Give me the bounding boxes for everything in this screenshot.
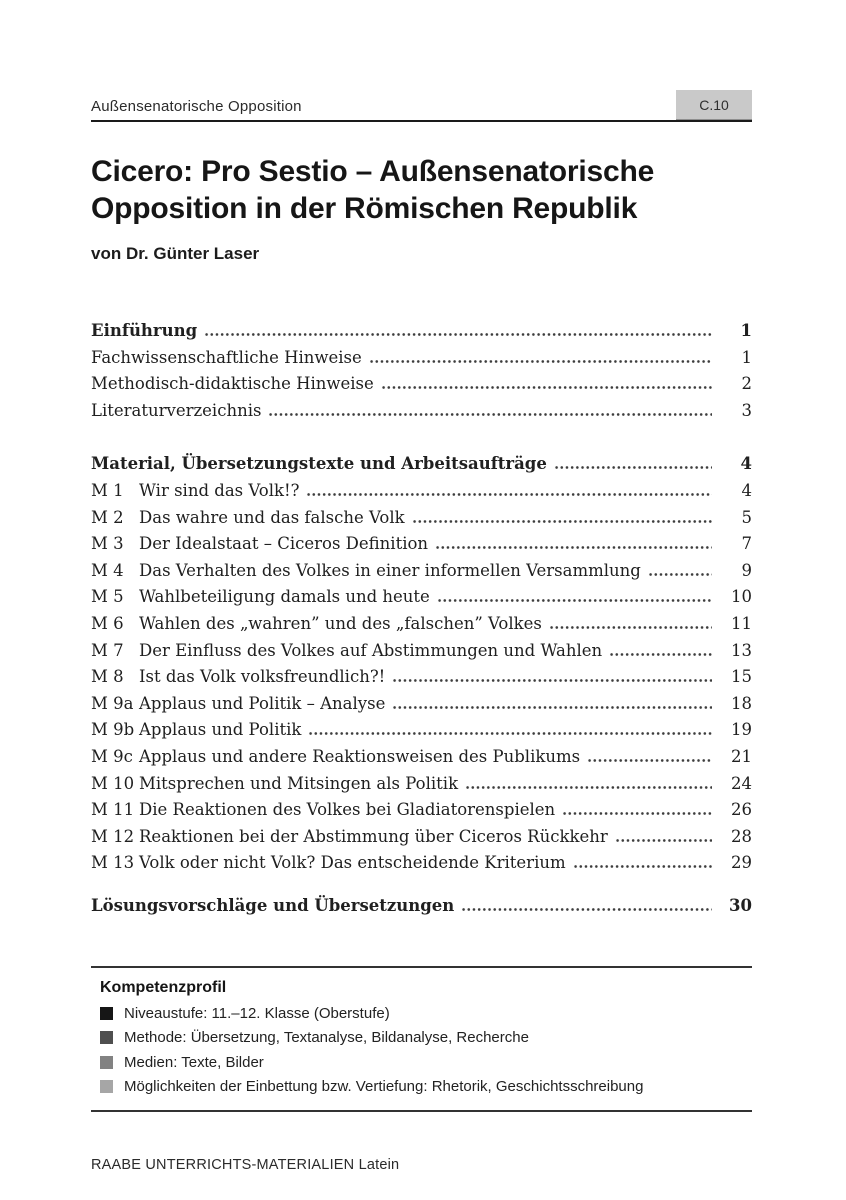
footer-imprint: RAABE UNTERRICHTS-MATERIALIEN Latein — [91, 1157, 400, 1174]
toc-item-title: Fachwissenschaftliche Hinweise — [91, 347, 362, 367]
dot-leader — [461, 908, 712, 911]
toc-page-number: 24 — [731, 773, 752, 793]
toc-item-title: Wahlbeteiligung damals und heute — [139, 587, 430, 607]
square-bullet-icon — [100, 1007, 113, 1020]
toc-page-number: 2 — [741, 374, 752, 394]
toc-page-number: 19 — [731, 720, 752, 740]
toc-page-number: 18 — [731, 693, 752, 713]
toc-item-title: Literaturverzeichnis — [91, 400, 262, 420]
toc-page-number: 5 — [741, 507, 752, 527]
dot-leader — [609, 653, 712, 656]
competence-item-text: Möglichkeiten der Einbettung bzw. Vertiefung: Rhetorik, Geschichtsschreibung — [124, 1078, 644, 1096]
toc-item-number: M 9a — [91, 693, 134, 713]
toc-item-number: M 10 — [91, 773, 135, 793]
square-bullet-icon — [100, 1080, 113, 1093]
toc-row — [91, 587, 752, 614]
page-header — [91, 0, 752, 122]
competence-item-text: Methode: Übersetzung, Textanalyse, Bildanalyse, Recherche — [124, 1029, 529, 1047]
toc-page-number: 11 — [731, 613, 752, 633]
header-running-title: Außensenatorische Opposition — [91, 98, 302, 115]
toc-row — [91, 561, 752, 588]
competence-item — [100, 1078, 746, 1095]
dot-leader — [573, 865, 712, 868]
toc-row — [91, 667, 752, 694]
toc-page-number: 29 — [731, 853, 752, 873]
toc-page-number: 9 — [741, 560, 752, 580]
toc-row — [91, 774, 752, 801]
toc-row — [91, 800, 752, 827]
toc-row — [91, 374, 752, 401]
competence-profile-box — [91, 966, 752, 1112]
toc-item-number: M 4 — [91, 560, 124, 580]
dot-leader — [369, 360, 712, 363]
toc-page-number: 15 — [731, 667, 752, 687]
toc-item-title: Applaus und Politik — [139, 720, 302, 740]
toc-item-title: Methodisch-didaktische Hinweise — [91, 374, 374, 394]
dot-leader — [306, 493, 712, 496]
toc-item-number: M 13 — [91, 853, 135, 873]
toc-item-title: Material, Übersetzungstexte und Arbeitsaufträge — [91, 454, 547, 474]
square-bullet-icon — [100, 1031, 113, 1044]
competence-item — [100, 1029, 746, 1046]
toc-item-number: M 1 — [91, 480, 124, 500]
toc-item-title: Einführung — [91, 321, 198, 340]
dot-leader — [392, 706, 712, 709]
dot-leader — [412, 520, 712, 523]
toc-page-number: 28 — [731, 826, 752, 846]
toc-page-number: 10 — [731, 587, 752, 607]
author-line: von Dr. Günter Laser — [91, 244, 260, 263]
dot-leader — [268, 413, 712, 416]
toc-item-title: Mitsprechen und Mitsingen als Politik — [139, 773, 459, 793]
toc-item-title: Applaus und Politik – Analyse — [139, 693, 386, 713]
competence-item-text: Medien: Texte, Bilder — [124, 1053, 264, 1071]
toc-row — [91, 720, 752, 747]
dot-leader — [465, 786, 712, 789]
toc-item-number: M 12 — [91, 826, 135, 846]
toc-item-title: Der Idealstaat – Ciceros Definition — [139, 534, 429, 554]
toc-page-number: 13 — [731, 640, 752, 660]
toc-item-title: Applaus und andere Reaktionsweisen des Publikums — [139, 746, 581, 766]
competence-profile-title: Kompetenzprofil — [100, 979, 227, 997]
page-title-line2: Opposition in der Römischen Republik — [91, 192, 638, 225]
toc-item-title: Volk oder nicht Volk? Das entscheidende Kriterium — [139, 853, 566, 873]
toc-item-number: M 5 — [91, 587, 124, 607]
dot-leader — [392, 679, 712, 682]
toc-item-title: Lösungsvorschläge und Übersetzungen — [91, 895, 455, 915]
competence-profile-items — [100, 1005, 746, 1096]
toc-row — [91, 321, 752, 348]
toc-item-number: M 8 — [91, 667, 124, 687]
toc-item-number: M 11 — [91, 800, 135, 820]
toc-item-number: M 9c — [91, 746, 133, 766]
page-title — [91, 153, 752, 227]
competence-item-text: Niveaustufe: 11.–12. Klasse (Oberstufe) — [124, 1004, 390, 1022]
toc-page-number: 26 — [731, 800, 752, 820]
competence-item — [100, 1005, 746, 1022]
section-tag-badge: C.10 — [676, 90, 752, 120]
toc-page-number: 1 — [741, 347, 752, 367]
dot-leader — [437, 599, 712, 602]
toc-row — [91, 827, 752, 854]
dot-leader — [435, 546, 712, 549]
toc-row — [91, 747, 752, 774]
toc-row — [91, 481, 752, 508]
toc-page-number: 4 — [741, 480, 752, 500]
dot-leader — [587, 759, 712, 762]
toc-row — [91, 614, 752, 641]
page-title-line1: Cicero: Pro Sestio – Außensenatorische — [91, 155, 655, 188]
toc-row — [91, 641, 752, 668]
square-bullet-icon — [100, 1056, 113, 1069]
dot-leader — [648, 573, 712, 576]
toc — [91, 321, 752, 922]
toc-item-title: Wir sind das Volk!? — [139, 480, 300, 500]
toc-page-number: 7 — [741, 534, 752, 554]
toc-item-number: M 7 — [91, 640, 124, 660]
dot-leader — [549, 626, 712, 629]
toc-item-title: Ist das Volk volksfreundlich?! — [139, 667, 386, 687]
dot-leader — [615, 839, 712, 842]
toc-item-title: Wahlen des „wahren” und des „falschen” Volkes — [139, 613, 542, 633]
toc-page-number: 21 — [731, 746, 752, 766]
dot-leader — [308, 732, 712, 735]
toc-item-title: Der Einfluss des Volkes auf Abstimmungen und Wahlen — [139, 640, 603, 660]
toc-item-title: Reaktionen bei der Abstimmung über Ciceros Rückkehr — [139, 826, 608, 846]
toc-row — [91, 454, 752, 481]
toc-item-number: M 6 — [91, 613, 124, 633]
toc-row — [91, 534, 752, 561]
toc-page-number: 4 — [740, 454, 752, 474]
toc-item-title: Die Reaktionen des Volkes bei Gladiatorenspielen — [139, 800, 556, 820]
dot-leader — [554, 466, 712, 469]
dot-leader — [381, 386, 712, 389]
toc-row — [91, 348, 752, 375]
toc-page-number: 1 — [740, 321, 752, 340]
toc-row — [91, 896, 752, 923]
dot-leader — [204, 333, 712, 336]
toc-page-number: 30 — [729, 895, 752, 915]
toc-item-title: Das Verhalten des Volkes in einer informellen Versammlung — [139, 560, 641, 580]
competence-item — [100, 1054, 746, 1071]
toc-row — [91, 694, 752, 721]
toc-item-number: M 3 — [91, 534, 124, 554]
toc-row — [91, 508, 752, 535]
toc-page-number: 3 — [741, 400, 752, 420]
dot-leader — [562, 812, 712, 815]
toc-row — [91, 401, 752, 428]
toc-item-number: M 9b — [91, 720, 135, 740]
toc-item-number: M 2 — [91, 507, 124, 527]
toc-item-title: Das wahre und das falsche Volk — [139, 507, 405, 527]
toc-row — [91, 853, 752, 880]
